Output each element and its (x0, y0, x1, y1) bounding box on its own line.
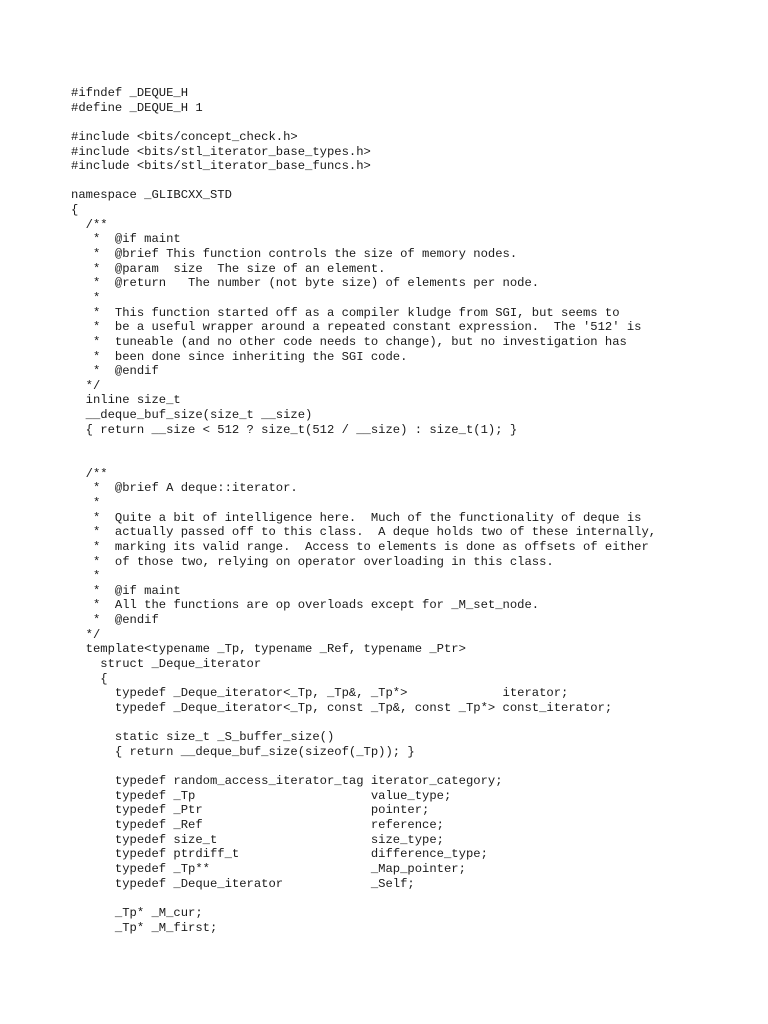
code-line (71, 174, 656, 189)
code-line: _Tp* _M_cur; (71, 905, 203, 920)
code-line (71, 437, 656, 452)
code-line: * (71, 569, 101, 584)
code-line: #include <bits/concept_check.h> (71, 129, 298, 144)
code-line: * @if maint (71, 232, 181, 247)
code-line: typedef _Deque_iterator<_Tp, const _Tp&, const _Tp*> const_iterator; (71, 700, 613, 715)
code-line: #define _DEQUE_H 1 (71, 100, 203, 115)
code-line: * (71, 290, 101, 305)
code-line: */ (71, 378, 101, 393)
code-line: * been done since inheriting the SGI code. (71, 349, 408, 364)
code-line: * @if maint (71, 583, 181, 598)
code-line: typedef _Deque_iterator<_Tp, _Tp&, _Tp*> iterator; (71, 686, 569, 701)
code-line (71, 891, 656, 906)
code-line: * tuneable (and no other code needs to change), but no investigation has (71, 334, 627, 349)
code-line: * of those two, relying on operator overloading in this class. (71, 554, 554, 569)
code-line: static size_t _S_buffer_size() (71, 730, 335, 745)
code-line: * @endif (71, 364, 159, 379)
code-line: * @brief This function controls the size of memory nodes. (71, 247, 518, 262)
code-line: * All the functions are op overloads except for _M_set_node. (71, 598, 540, 613)
code-line: typedef ptrdiff_t difference_type; (71, 847, 488, 862)
code-line: { (71, 671, 108, 686)
code-line (71, 452, 656, 467)
code-line (71, 759, 656, 774)
code-line: * be a useful wrapper around a repeated constant expression. The '512' is (71, 320, 642, 335)
code-line: #ifndef _DEQUE_H (71, 86, 189, 100)
code-line: typedef random_access_iterator_tag iterator_category; (71, 774, 503, 789)
code-line: { (71, 203, 79, 218)
code-line: #include <bits/stl_iterator_base_types.h> (71, 144, 371, 159)
code-line: * Quite a bit of intelligence here. Much of the functionality of deque is (71, 510, 642, 525)
code-line: * This function started off as a compiler kludge from SGI, but seems to (71, 305, 620, 320)
code-line: * (71, 495, 101, 510)
code-line: #include <bits/stl_iterator_base_funcs.h> (71, 159, 371, 174)
code-line: * @return The number (not byte size) of elements per node. (71, 276, 540, 291)
source-code-listing (71, 86, 656, 935)
code-line: _Tp* _M_first; (71, 920, 218, 935)
code-line: typedef _Tp** _Map_pointer; (71, 861, 466, 876)
code-line: struct _Deque_iterator (71, 656, 262, 671)
code-line: typedef size_t size_type; (71, 832, 444, 847)
code-line: typedef _Tp value_type; (71, 788, 452, 803)
code-line: * @brief A deque::iterator. (71, 481, 298, 496)
code-line: * @param size The size of an element. (71, 261, 386, 276)
code-line: */ (71, 627, 101, 642)
code-line (71, 716, 656, 731)
code-line: namespace _GLIBCXX_STD (71, 188, 232, 203)
code-line: typedef _Deque_iterator _Self; (71, 876, 415, 891)
code-line: typedef _Ptr pointer; (71, 803, 430, 818)
code-line: { return __deque_buf_size(sizeof(_Tp)); } (71, 744, 415, 759)
code-line: typedef _Ref reference; (71, 818, 444, 833)
code-line: { return __size < 512 ? size_t(512 / __size) : size_t(1); } (71, 422, 518, 437)
code-line: __deque_buf_size(size_t __size) (71, 408, 313, 423)
code-line: /** (71, 466, 108, 481)
code-line: /** (71, 217, 108, 232)
code-line: * actually passed off to this class. A deque holds two of these internally, (71, 525, 657, 540)
code-line: template<typename _Tp, typename _Ref, typename _Ptr> (71, 642, 466, 657)
code-line (71, 115, 656, 130)
code-line: * marking its valid range. Access to elements is done as offsets of either (71, 539, 649, 554)
code-line: inline size_t (71, 393, 181, 408)
code-line: * @endif (71, 613, 159, 628)
